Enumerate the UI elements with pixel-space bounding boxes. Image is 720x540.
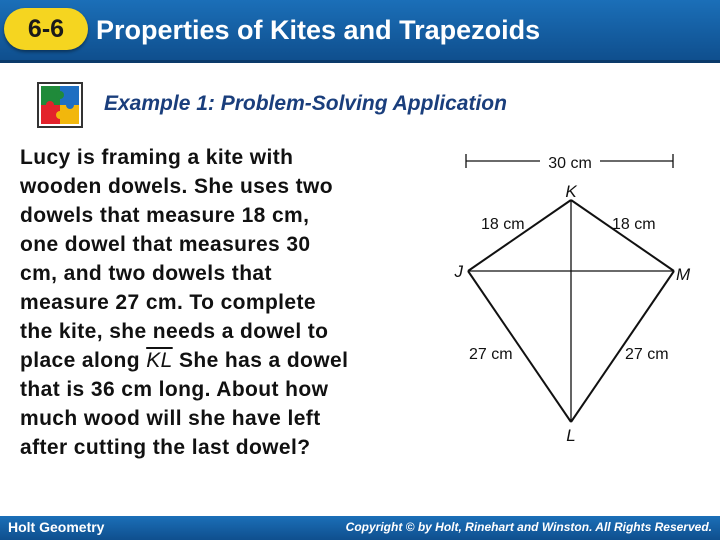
- problem-line: that is 36 cm long. About how: [20, 378, 329, 401]
- copyright-notice: Copyright © by Holt, Rinehart and Winston. All Rights Reserved.: [345, 520, 712, 534]
- segment-kl: $\overline{KL}$: [146, 349, 173, 372]
- problem-line: cm, and two dowels that: [20, 262, 272, 285]
- footer-bar: [0, 516, 720, 540]
- vertex-k-label: K: [565, 182, 577, 201]
- problem-line: wooden dowels. She uses two: [20, 175, 334, 198]
- side-ml-label: 27 cm: [625, 346, 669, 363]
- course-name: Holt Geometry: [8, 519, 105, 535]
- vertex-l-label: L: [566, 426, 576, 445]
- vertex-j-label: J: [454, 262, 463, 281]
- problem-text: [20, 143, 460, 462]
- problem-line: the kite, she needs a dowel to: [20, 320, 329, 343]
- side-km: [571, 200, 674, 271]
- problem-line: measure 27 cm. To complete: [20, 291, 316, 314]
- problem-line: much wood will she have left: [20, 407, 321, 430]
- side-jk: [468, 200, 571, 271]
- problem-line: after cutting the last dowel?: [20, 436, 311, 459]
- lesson-title: Properties of Kites and Trapezoids: [96, 15, 541, 45]
- example-title: Example 1: Problem-Solving Application: [104, 92, 507, 115]
- lesson-badge: [4, 8, 88, 50]
- side-jl-label: 27 cm: [469, 346, 513, 363]
- width-label: 30 cm: [548, 155, 592, 172]
- title-bar: [0, 0, 720, 63]
- vertex-m-label: M: [676, 265, 691, 284]
- side-jk-label: 18 cm: [481, 216, 525, 233]
- problem-line: dowels that measure 18 cm,: [20, 204, 310, 227]
- problem-line: [20, 346, 460, 375]
- kite-diagram: [440, 140, 720, 460]
- problem-text-segment: place along: [20, 349, 140, 372]
- lesson-number: 6-6: [27, 15, 65, 43]
- side-km-label: 18 cm: [612, 216, 656, 233]
- problem-text-segment: She has a dowel: [178, 349, 349, 372]
- problem-line: one dowel that measures 30: [20, 233, 311, 256]
- puzzle-icon: [37, 82, 83, 128]
- problem-line: Lucy is framing a kite with: [20, 146, 294, 169]
